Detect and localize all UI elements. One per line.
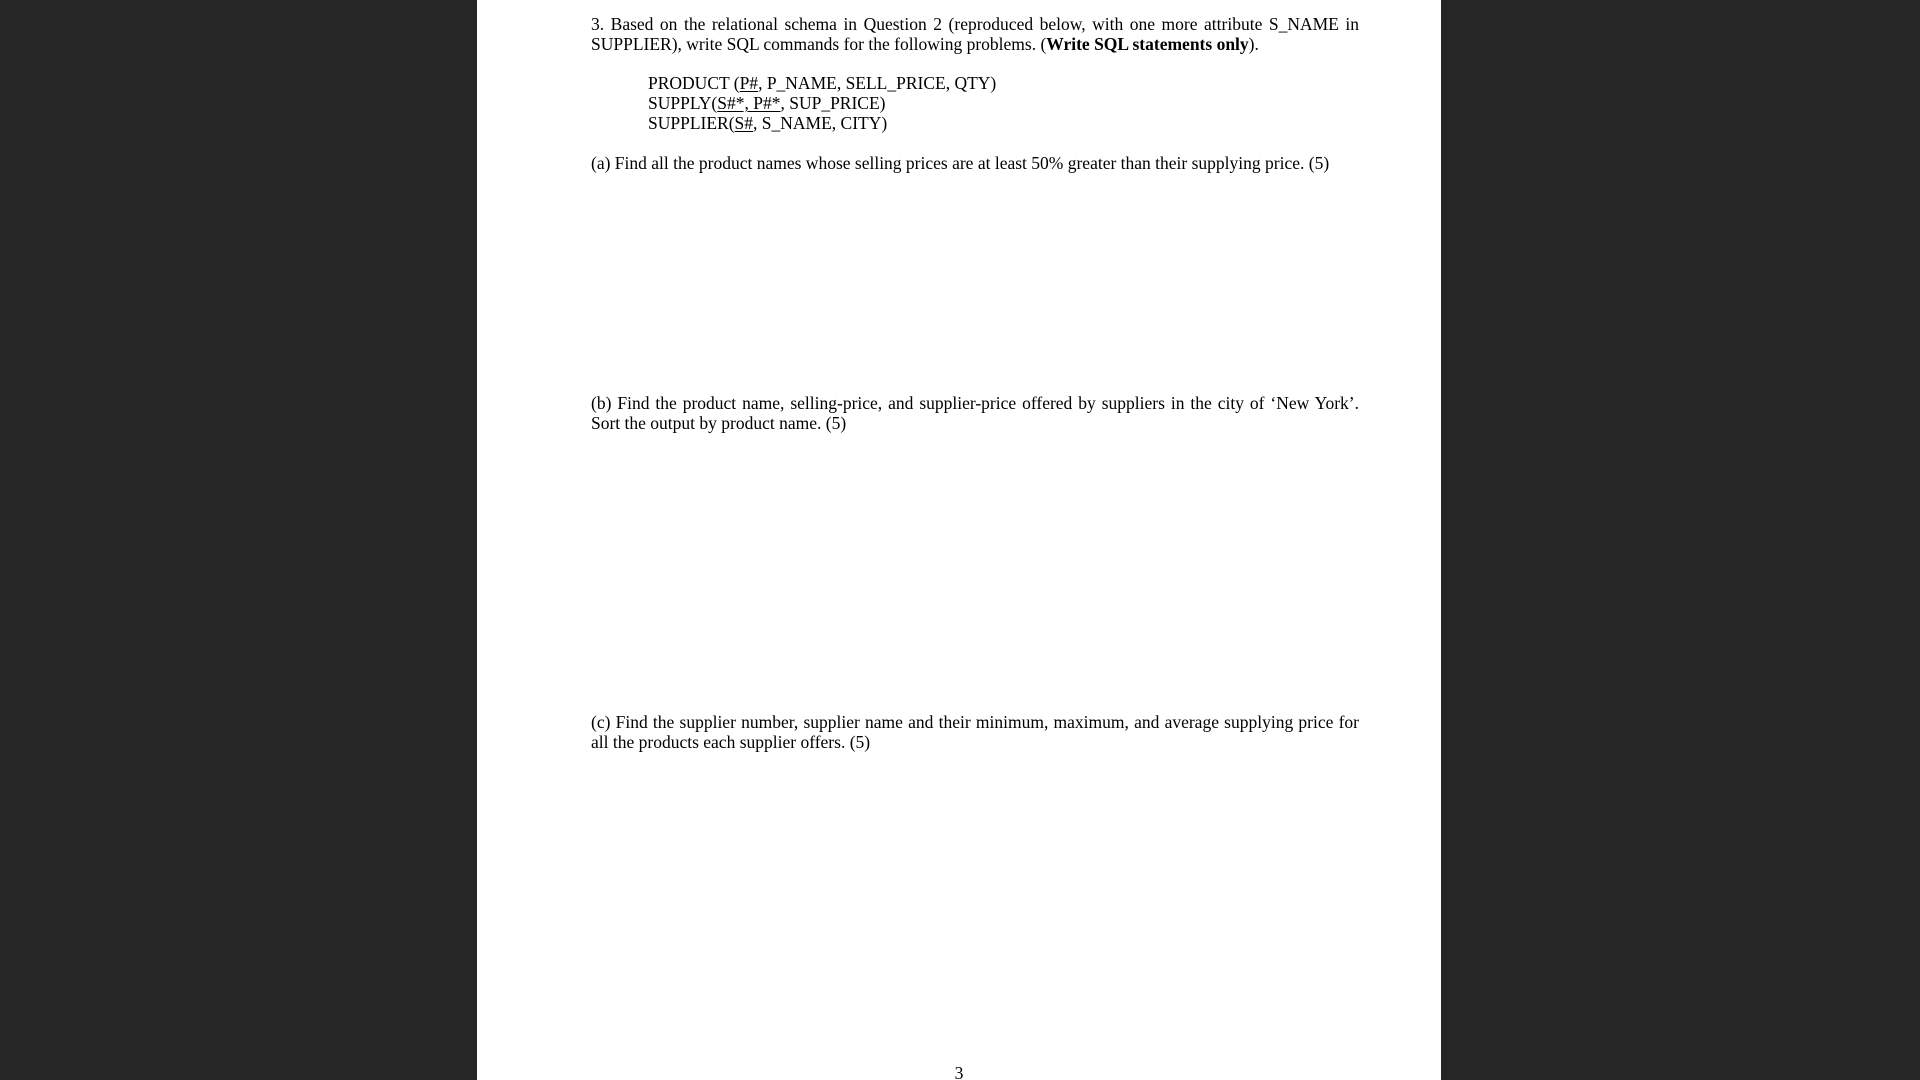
- schema-supplier-attributes: , S_NAME, CITY): [753, 113, 888, 133]
- schema-product-key: P#: [739, 73, 759, 93]
- question-part-c: (c) Find the supplier number, supplier name and their minimum, maximum, and average supplying price for all the products each supplier offers. (5): [591, 712, 1359, 752]
- document-page: [477, 0, 1441, 1080]
- schema-supplier: [648, 113, 1148, 133]
- schema-product-attributes: , P_NAME, SELL_PRICE, QTY): [758, 73, 997, 93]
- schema-supply-attributes: , SUP_PRICE): [780, 93, 886, 113]
- question-3-bold-instruction: Write SQL statements only: [1046, 34, 1249, 54]
- question-3-text: 3. Based on the relational schema in Question 2 (reproduced below, with one more attribute S_NAME in SUPPLIER), write SQL commands for the following problems. (: [591, 14, 1359, 54]
- question-part-a: (a) Find all the product names whose selling prices are at least 50% greater than their supplying price. (5): [591, 153, 1330, 173]
- schema-supplier-key: S#: [734, 113, 754, 133]
- question-3-intro: [591, 14, 1359, 54]
- question-3-text-end: ).: [1248, 34, 1259, 54]
- schema-supply-key: S#*, P#*: [717, 93, 781, 113]
- page-number: 3: [954, 1063, 964, 1080]
- relational-schema: [648, 73, 1148, 133]
- schema-supply: [648, 93, 1148, 113]
- schema-supplier-name: SUPPLIER(: [648, 113, 735, 133]
- schema-product-name: PRODUCT (: [648, 73, 740, 93]
- schema-product: [648, 73, 1148, 93]
- schema-supply-name: SUPPLY(: [648, 93, 718, 113]
- question-part-b: (b) Find the product name, selling-price, and supplier-price offered by suppliers in the city of ‘New York’. Sort the output by product name. (5): [591, 393, 1359, 433]
